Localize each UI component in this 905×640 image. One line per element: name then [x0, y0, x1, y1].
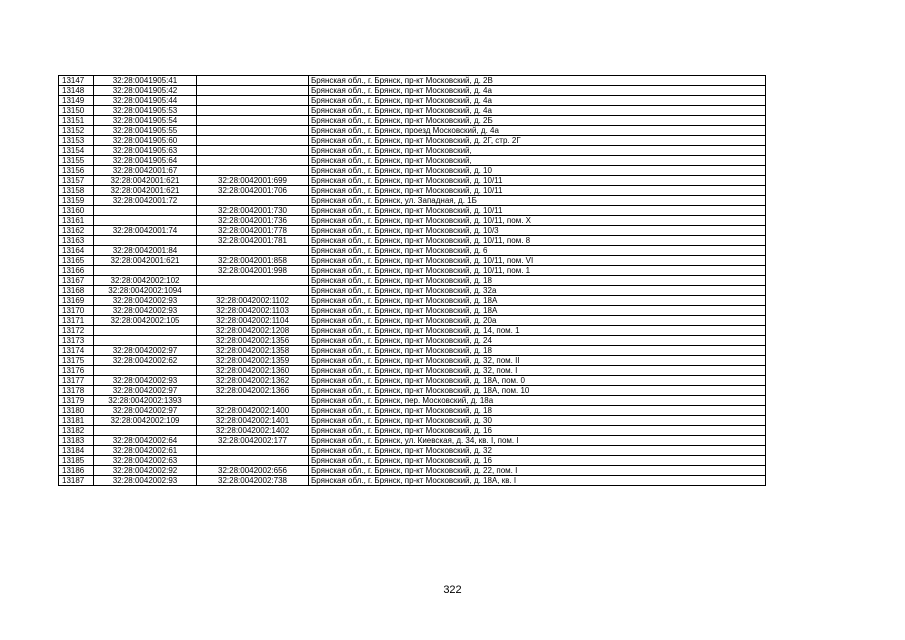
table-row	[59, 76, 766, 86]
cadastral-number-cell: 32:28:0041905:41	[94, 76, 197, 86]
cadastral-number-cell	[94, 336, 197, 346]
address-cell: Брянская обл., г. Брянск, пр-кт Московский, д. 16	[309, 456, 766, 466]
address-cell: Брянская обл., г. Брянск, пр-кт Московский, д. 4а	[309, 106, 766, 116]
table-row	[59, 386, 766, 396]
cadastral-number-cell: 32:28:0041905:64	[94, 156, 197, 166]
row-number-cell: 13185	[59, 456, 94, 466]
cadastral-number-cell: 32:28:0042002:97	[94, 346, 197, 356]
table-row	[59, 436, 766, 446]
related-cadastral-number-cell: 32:28:0042002:1102	[197, 296, 309, 306]
address-cell: Брянская обл., г. Брянск, пр-кт Московский, д. 22, пом. I	[309, 466, 766, 476]
cadastral-number-cell: 32:28:0042001:621	[94, 256, 197, 266]
row-number-cell: 13154	[59, 146, 94, 156]
related-cadastral-number-cell: 32:28:0042001:699	[197, 176, 309, 186]
cadastral-number-cell: 32:28:0042001:621	[94, 186, 197, 196]
row-number-cell: 13186	[59, 466, 94, 476]
address-cell: Брянская обл., г. Брянск, пр-кт Московский, д. 10/11, пом. X	[309, 216, 766, 226]
related-cadastral-number-cell: 32:28:0042001:781	[197, 236, 309, 246]
address-cell: Брянская обл., г. Брянск, пр-кт Московский, д. 10/11	[309, 176, 766, 186]
cadastral-number-cell: 32:28:0042002:92	[94, 466, 197, 476]
address-cell: Брянская обл., г. Брянск, пр-кт Московский, д. 18А	[309, 296, 766, 306]
table-row	[59, 86, 766, 96]
table-row	[59, 416, 766, 426]
related-cadastral-number-cell	[197, 166, 309, 176]
cadastral-number-cell: 32:28:0042002:93	[94, 296, 197, 306]
cadastral-number-cell: 32:28:0041905:60	[94, 136, 197, 146]
cadastral-number-cell	[94, 206, 197, 216]
table-row	[59, 106, 766, 116]
related-cadastral-number-cell: 32:28:0042001:858	[197, 256, 309, 266]
related-cadastral-number-cell	[197, 286, 309, 296]
cadastral-number-cell	[94, 216, 197, 226]
address-cell: Брянская обл., г. Брянск, пр-кт Московский, д. 30	[309, 416, 766, 426]
related-cadastral-number-cell: 32:28:0042002:1208	[197, 326, 309, 336]
cadastral-number-cell: 32:28:0042001:621	[94, 176, 197, 186]
cadastral-number-cell: 32:28:0042002:97	[94, 386, 197, 396]
row-number-cell: 13147	[59, 76, 94, 86]
address-cell: Брянская обл., г. Брянск, пр-кт Московский, д. 32	[309, 446, 766, 456]
table-row	[59, 406, 766, 416]
row-number-cell: 13152	[59, 126, 94, 136]
table-row	[59, 476, 766, 486]
row-number-cell: 13162	[59, 226, 94, 236]
row-number-cell: 13168	[59, 286, 94, 296]
related-cadastral-number-cell	[197, 156, 309, 166]
address-cell: Брянская обл., г. Брянск, пр-кт Московский, д. 32, пом. II	[309, 356, 766, 366]
row-number-cell: 13177	[59, 376, 94, 386]
related-cadastral-number-cell	[197, 106, 309, 116]
table-row	[59, 126, 766, 136]
cadastral-number-cell: 32:28:0042002:64	[94, 436, 197, 446]
address-cell: Брянская обл., г. Брянск, ул. Западная, д. 1Б	[309, 196, 766, 206]
cadastral-number-cell: 32:28:0042001:72	[94, 196, 197, 206]
row-number-cell: 13180	[59, 406, 94, 416]
related-cadastral-number-cell: 32:28:0042002:656	[197, 466, 309, 476]
address-cell: Брянская обл., г. Брянск, пр-кт Московский, д. 2В	[309, 76, 766, 86]
cadastral-number-cell: 32:28:0042002:1094	[94, 286, 197, 296]
address-cell: Брянская обл., г. Брянск, пр-кт Московский, д. 14, пом. 1	[309, 326, 766, 336]
table-row	[59, 206, 766, 216]
table-row	[59, 366, 766, 376]
related-cadastral-number-cell: 32:28:0042002:177	[197, 436, 309, 446]
row-number-cell: 13173	[59, 336, 94, 346]
related-cadastral-number-cell: 32:28:0042001:778	[197, 226, 309, 236]
row-number-cell: 13148	[59, 86, 94, 96]
table-row	[59, 96, 766, 106]
address-cell: Брянская обл., г. Брянск, пр-кт Московский, д. 2Г, стр. 2Г	[309, 136, 766, 146]
address-cell: Брянская обл., г. Брянск, пр-кт Московский, д. 10/11, пом. 1	[309, 266, 766, 276]
table-row	[59, 316, 766, 326]
address-cell: Брянская обл., г. Брянск, пр-кт Московский, д. 10/11	[309, 186, 766, 196]
table-row	[59, 306, 766, 316]
table-row	[59, 276, 766, 286]
cadastral-number-cell: 32:28:0041905:44	[94, 96, 197, 106]
row-number-cell: 13176	[59, 366, 94, 376]
row-number-cell: 13187	[59, 476, 94, 486]
address-cell: Брянская обл., г. Брянск, пр-кт Московский, д. 4а	[309, 86, 766, 96]
cadastral-number-cell: 32:28:0041905:54	[94, 116, 197, 126]
related-cadastral-number-cell: 32:28:0042002:1400	[197, 406, 309, 416]
table-row	[59, 466, 766, 476]
address-cell: Брянская обл., г. Брянск, пр-кт Московский, д. 18	[309, 406, 766, 416]
table-row	[59, 116, 766, 126]
related-cadastral-number-cell: 32:28:0042002:1360	[197, 366, 309, 376]
table-row	[59, 266, 766, 276]
address-cell: Брянская обл., г. Брянск, пр-кт Московский, д. 10/11, пом. 8	[309, 236, 766, 246]
address-cell: Брянская обл., г. Брянск, пр-кт Московский, д. 18	[309, 346, 766, 356]
row-number-cell: 13181	[59, 416, 94, 426]
address-cell: Брянская обл., г. Брянск, пр-кт Московский, д. 32а	[309, 286, 766, 296]
address-cell: Брянская обл., г. Брянск, пр-кт Московский, д. 10/3	[309, 226, 766, 236]
table-row	[59, 336, 766, 346]
related-cadastral-number-cell: 32:28:0042001:730	[197, 206, 309, 216]
table-row	[59, 196, 766, 206]
row-number-cell: 13158	[59, 186, 94, 196]
table-row	[59, 166, 766, 176]
related-cadastral-number-cell: 32:28:0042002:1401	[197, 416, 309, 426]
cadastral-number-cell: 32:28:0042002:1393	[94, 396, 197, 406]
table-row	[59, 286, 766, 296]
address-cell: Брянская обл., г. Брянск, пр-кт Московский,	[309, 156, 766, 166]
row-number-cell: 13182	[59, 426, 94, 436]
address-cell: Брянская обл., г. Брянск, пр-кт Московский, д. 32, пом. I	[309, 366, 766, 376]
cadastral-number-cell: 32:28:0042002:109	[94, 416, 197, 426]
table-row	[59, 256, 766, 266]
table-row	[59, 456, 766, 466]
row-number-cell: 13170	[59, 306, 94, 316]
table-row	[59, 216, 766, 226]
related-cadastral-number-cell: 32:28:0042002:1366	[197, 386, 309, 396]
table-row	[59, 376, 766, 386]
address-cell: Брянская обл., г. Брянск, пр-кт Московский, д. 18А	[309, 306, 766, 316]
row-number-cell: 13163	[59, 236, 94, 246]
cadastral-number-cell: 32:28:0042002:93	[94, 306, 197, 316]
row-number-cell: 13175	[59, 356, 94, 366]
cadastral-number-cell: 32:28:0042002:62	[94, 356, 197, 366]
row-number-cell: 13156	[59, 166, 94, 176]
related-cadastral-number-cell	[197, 446, 309, 456]
row-number-cell: 13172	[59, 326, 94, 336]
related-cadastral-number-cell	[197, 196, 309, 206]
cadastral-number-cell	[94, 266, 197, 276]
registry-table-body	[59, 76, 766, 486]
address-cell: Брянская обл., г. Брянск, проезд Московский, д. 4а	[309, 126, 766, 136]
registry-table	[58, 75, 766, 486]
row-number-cell: 13161	[59, 216, 94, 226]
row-number-cell: 13184	[59, 446, 94, 456]
address-cell: Брянская обл., г. Брянск, пр-кт Московский, д. 18А, кв. I	[309, 476, 766, 486]
row-number-cell: 13167	[59, 276, 94, 286]
cadastral-number-cell: 32:28:0042002:93	[94, 376, 197, 386]
cadastral-number-cell	[94, 426, 197, 436]
address-cell: Брянская обл., г. Брянск, пр-кт Московский, д. 18	[309, 276, 766, 286]
table-row	[59, 186, 766, 196]
related-cadastral-number-cell	[197, 126, 309, 136]
table-row	[59, 146, 766, 156]
row-number-cell: 13164	[59, 246, 94, 256]
row-number-cell: 13150	[59, 106, 94, 116]
cadastral-number-cell: 32:28:0041905:55	[94, 126, 197, 136]
cadastral-number-cell	[94, 366, 197, 376]
related-cadastral-number-cell	[197, 136, 309, 146]
address-cell: Брянская обл., г. Брянск, пр-кт Московский, д. 24	[309, 336, 766, 346]
related-cadastral-number-cell: 32:28:0042001:736	[197, 216, 309, 226]
row-number-cell: 13183	[59, 436, 94, 446]
related-cadastral-number-cell: 32:28:0042002:1402	[197, 426, 309, 436]
cadastral-number-cell: 32:28:0042002:93	[94, 476, 197, 486]
cadastral-number-cell: 32:28:0042001:67	[94, 166, 197, 176]
table-row	[59, 156, 766, 166]
related-cadastral-number-cell	[197, 396, 309, 406]
address-cell: Брянская обл., г. Брянск, пр-кт Московский, д. 2Б	[309, 116, 766, 126]
related-cadastral-number-cell: 32:28:0042002:1104	[197, 316, 309, 326]
address-cell: Брянская обл., г. Брянск, пер. Московский, д. 18а	[309, 396, 766, 406]
related-cadastral-number-cell	[197, 116, 309, 126]
cadastral-number-cell: 32:28:0041905:53	[94, 106, 197, 116]
related-cadastral-number-cell	[197, 146, 309, 156]
row-number-cell: 13159	[59, 196, 94, 206]
cadastral-number-cell: 32:28:0041905:42	[94, 86, 197, 96]
cadastral-number-cell: 32:28:0042002:105	[94, 316, 197, 326]
related-cadastral-number-cell	[197, 456, 309, 466]
table-row	[59, 446, 766, 456]
cadastral-number-cell: 32:28:0042002:102	[94, 276, 197, 286]
row-number-cell: 13178	[59, 386, 94, 396]
cadastral-number-cell: 32:28:0042002:63	[94, 456, 197, 466]
address-cell: Брянская обл., г. Брянск, пр-кт Московский, д. 20а	[309, 316, 766, 326]
related-cadastral-number-cell	[197, 276, 309, 286]
address-cell: Брянская обл., г. Брянск, ул. Киевская, д. 34, кв. I, пом. I	[309, 436, 766, 446]
cadastral-number-cell	[94, 236, 197, 246]
row-number-cell: 13153	[59, 136, 94, 146]
row-number-cell: 13160	[59, 206, 94, 216]
address-cell: Брянская обл., г. Брянск, пр-кт Московский, д. 4а	[309, 96, 766, 106]
table-row	[59, 136, 766, 146]
table-row	[59, 226, 766, 236]
row-number-cell: 13174	[59, 346, 94, 356]
address-cell: Брянская обл., г. Брянск, пр-кт Московский, д. 10	[309, 166, 766, 176]
table-row	[59, 296, 766, 306]
address-cell: Брянская обл., г. Брянск, пр-кт Московский, д. 10/11	[309, 206, 766, 216]
row-number-cell: 13151	[59, 116, 94, 126]
table-row	[59, 346, 766, 356]
address-cell: Брянская обл., г. Брянск, пр-кт Московский,	[309, 146, 766, 156]
related-cadastral-number-cell: 32:28:0042002:738	[197, 476, 309, 486]
related-cadastral-number-cell: 32:28:0042002:1362	[197, 376, 309, 386]
related-cadastral-number-cell	[197, 246, 309, 256]
related-cadastral-number-cell: 32:28:0042001:706	[197, 186, 309, 196]
address-cell: Брянская обл., г. Брянск, пр-кт Московский, д. 18А, пом. 10	[309, 386, 766, 396]
row-number-cell: 13169	[59, 296, 94, 306]
related-cadastral-number-cell	[197, 96, 309, 106]
table-row	[59, 236, 766, 246]
address-cell: Брянская обл., г. Брянск, пр-кт Московский, д. 6	[309, 246, 766, 256]
page-number: 322	[443, 584, 462, 596]
related-cadastral-number-cell: 32:28:0042001:998	[197, 266, 309, 276]
row-number-cell: 13171	[59, 316, 94, 326]
row-number-cell: 13157	[59, 176, 94, 186]
table-row	[59, 356, 766, 366]
related-cadastral-number-cell: 32:28:0042002:1358	[197, 346, 309, 356]
table-row	[59, 246, 766, 256]
row-number-cell: 13166	[59, 266, 94, 276]
address-cell: Брянская обл., г. Брянск, пр-кт Московский, д. 18А, пом. 0	[309, 376, 766, 386]
cadastral-number-cell	[94, 326, 197, 336]
cadastral-number-cell: 32:28:0042002:61	[94, 446, 197, 456]
cadastral-number-cell: 32:28:0041905:63	[94, 146, 197, 156]
table-row	[59, 426, 766, 436]
row-number-cell: 13165	[59, 256, 94, 266]
related-cadastral-number-cell: 32:28:0042002:1103	[197, 306, 309, 316]
address-cell: Брянская обл., г. Брянск, пр-кт Московский, д. 10/11, пом. VI	[309, 256, 766, 266]
related-cadastral-number-cell: 32:28:0042002:1356	[197, 336, 309, 346]
related-cadastral-number-cell: 32:28:0042002:1359	[197, 356, 309, 366]
cadastral-number-cell: 32:28:0042001:74	[94, 226, 197, 236]
row-number-cell: 13155	[59, 156, 94, 166]
related-cadastral-number-cell	[197, 76, 309, 86]
table-row	[59, 326, 766, 336]
address-cell: Брянская обл., г. Брянск, пр-кт Московский, д. 16	[309, 426, 766, 436]
table-row	[59, 176, 766, 186]
related-cadastral-number-cell	[197, 86, 309, 96]
cadastral-number-cell: 32:28:0042002:97	[94, 406, 197, 416]
row-number-cell: 13179	[59, 396, 94, 406]
table-row	[59, 396, 766, 406]
cadastral-number-cell: 32:28:0042001:84	[94, 246, 197, 256]
row-number-cell: 13149	[59, 96, 94, 106]
